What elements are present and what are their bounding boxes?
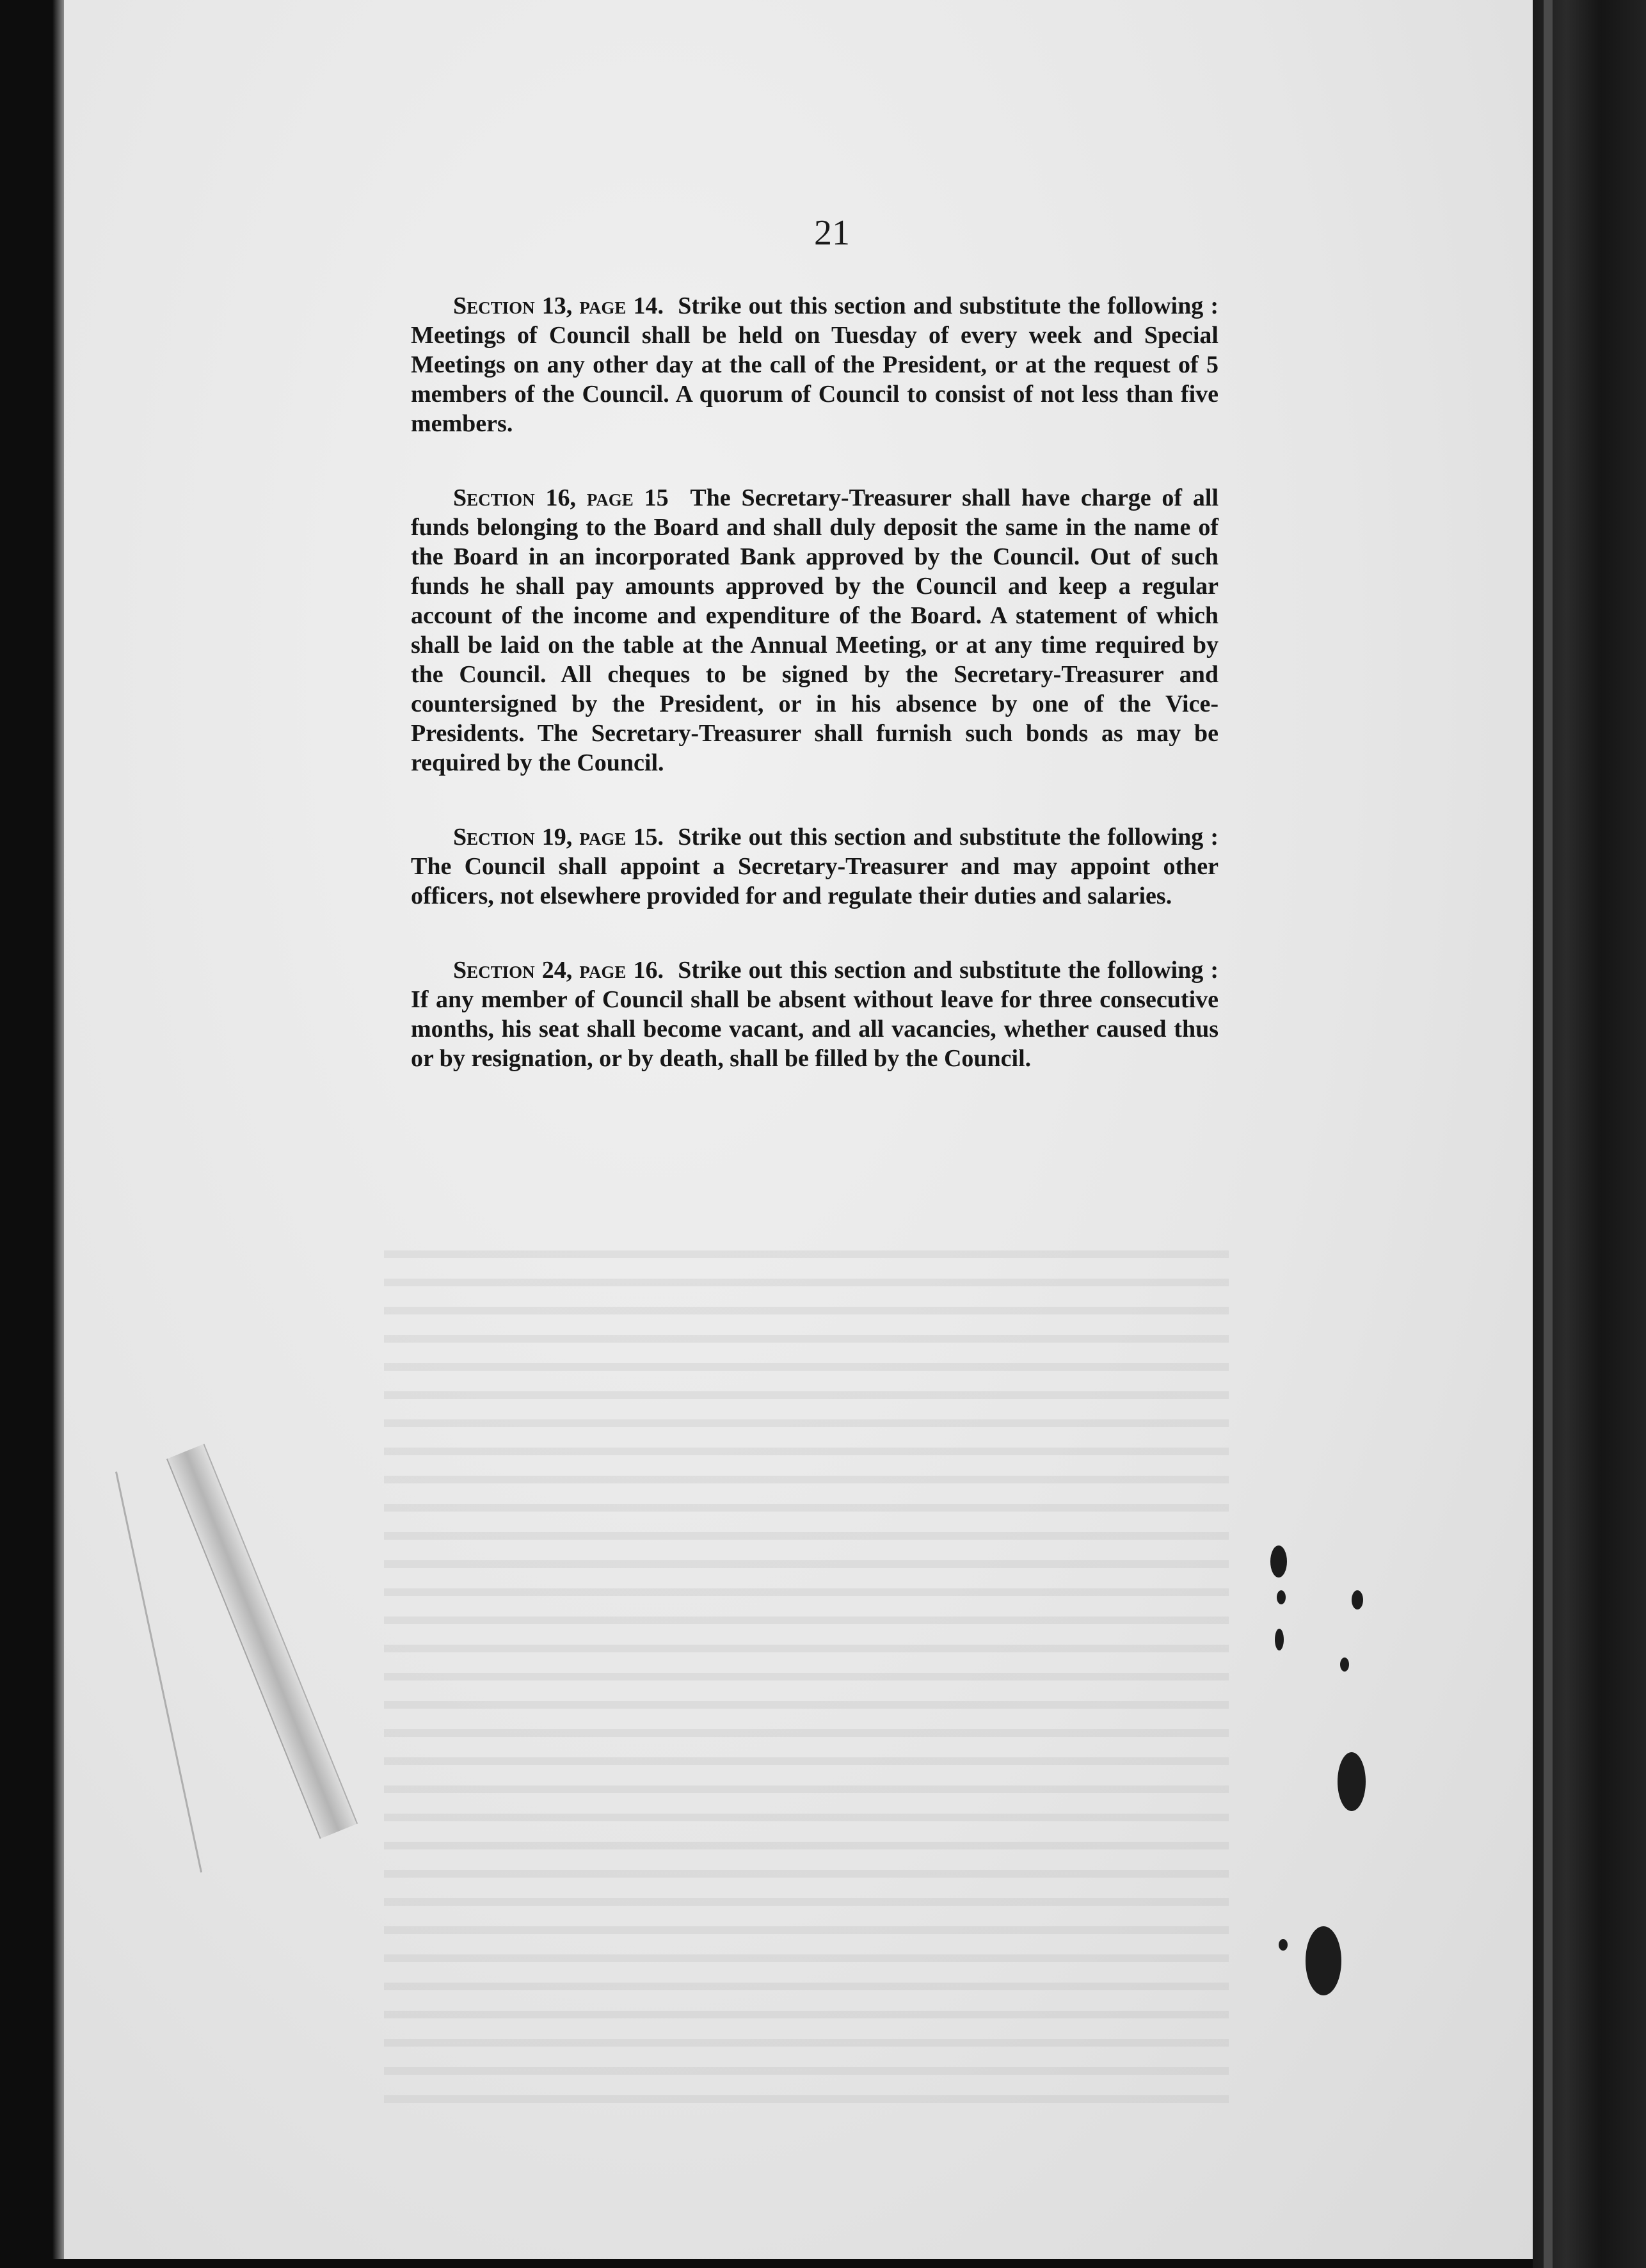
ink-stain xyxy=(1270,1545,1287,1577)
ink-stain xyxy=(1277,1590,1286,1604)
ink-stain xyxy=(1306,1926,1341,1995)
ink-stain xyxy=(1340,1657,1349,1672)
ink-stain xyxy=(1279,1939,1288,1951)
section-13-paragraph xyxy=(411,291,1219,438)
ink-stain xyxy=(1275,1629,1284,1650)
page-body xyxy=(411,291,1219,1118)
section-19-paragraph xyxy=(411,822,1219,911)
section-text: Strike out this section and substitute the following : The Council shall appoint a Secretary-Treasurer and may appoint other officers, not elsewhere provided for and regulate their duties and salaries. xyxy=(411,824,1219,909)
ink-stain xyxy=(1352,1590,1363,1609)
section-text: Strike out this section and substitute the following : If any member of Council shall be absent without leave for three consecutive months, his seat shall become vacant, and all vacancies, whether caused thus or by resignation, or by death, shall be filled by the Council. xyxy=(411,957,1219,1072)
page-number: 21 xyxy=(814,213,850,253)
section-16-paragraph xyxy=(411,483,1219,778)
binding-edge xyxy=(1544,0,1553,2268)
reverse-side-show-through xyxy=(384,1235,1229,2118)
section-label: Section 19, page 15. xyxy=(453,824,664,850)
section-label: Section 13, page 14. xyxy=(453,292,664,319)
section-24-paragraph xyxy=(411,955,1219,1073)
section-text: Strike out this section and substitute the following : Meetings of Council shall be held on Tuesday of every week and Special Meetings on any other day at the call of the President, or at the request of 5 members of the Council. A quorum of Council to consist of not less than five members. xyxy=(411,292,1219,437)
ink-stain xyxy=(1338,1752,1366,1811)
section-label: Section 16, page 15 xyxy=(453,484,669,511)
section-text: The Secretary-Treasurer shall have charge of all funds belonging to the Board and shall duly deposit the same in the name of the Board in an incorporated Bank approved by the Council. Out of such funds he shall pay amounts approved by the Council and keep a regular account of the income and expenditure of the Board. A statement of which shall be laid on the table at the Annual Meeting, or at any time required by the Council. All cheques to be signed by the Secretary-Treasurer and countersigned by the President, or in his absence by one of the Vice-Presidents. The Secretary-Treasurer shall furnish such bonds as may be required by the Council. xyxy=(411,484,1219,776)
section-label: Section 24, page 16. xyxy=(453,957,664,984)
